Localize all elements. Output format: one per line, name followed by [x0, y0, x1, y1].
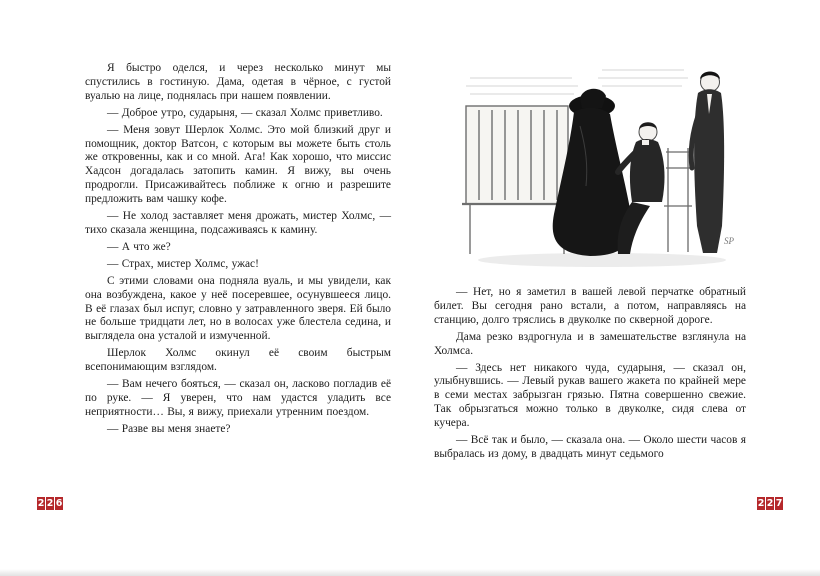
page-bottom-edge	[0, 569, 820, 576]
page-left-text	[85, 62, 391, 437]
paragraph: Дама резко вздрогнула и в замешательстве взглянула на Холмса.	[434, 330, 746, 357]
page-right-text	[434, 286, 746, 462]
paragraph: Шерлок Холмс окинул её своим быстрым всепонимающим взглядом.	[85, 347, 391, 374]
illustration-image	[452, 56, 744, 276]
chair	[664, 148, 692, 252]
paragraph: — Разве вы меня знаете?	[107, 422, 231, 435]
background-hatching	[466, 70, 688, 94]
illustration-signature: SP	[724, 236, 734, 246]
paragraph: — Всё так и было, — сказала она. — Около шести часов я выбралась из дому, в двадцать минут седьмого	[434, 434, 746, 460]
paragraph: Я быстро оделся, и через несколько минут мы спустились в гостиную. Дама, одетая в чёрное, с густой вуалью на лице, поднялась при нашем появлении.	[85, 62, 391, 102]
page-number-left: 2 2 6	[37, 498, 63, 509]
paragraph: — Страх, мистер Холмс, ужас!	[107, 257, 259, 270]
paragraph: — Нет, но я заметил в вашей левой перчатке обратный билет. Вы сегодня рано встали, а потом, направляясь на станцию, долго тряслись в двуколке по скверной дороге.	[434, 286, 746, 326]
paragraph: — Вам нечего бояться, — сказал он, ласково погладив её по руке. — Я уверен, что нам удастся уладить все неприятности… Вы, я вижу, приехали утренним поездом.	[85, 378, 391, 418]
paragraph: — А что же?	[107, 240, 171, 253]
illustration	[452, 56, 744, 276]
paragraph: — Доброе утро, сударыня, — сказал Холмс приветливо.	[107, 106, 383, 119]
watson-figure	[691, 72, 724, 254]
paragraph: С этими словами она подняла вуаль, и мы увидели, как она возбуждена, какое у неё посеревшее, осунувшееся лицо. В её глазах был испуг, словно у затравленного зверя. Ей было не больше тридцати лет, но в волосах уже блестела седина, и выглядела она усталой и измученной.	[85, 274, 391, 343]
paragraph: — Меня зовут Шерлок Холмс. Это мой близкий друг и помощник, доктор Ватсон, с которым вы можете быть столь же откровенны, как и со мной. Ага! Как хорошо, что миссис Хадсон догадалась затопить камин. Я вижу, вы очень продрогли. Присаживайтесь поближе к огню и разрешите предложить вам чашку кофе.	[85, 123, 391, 206]
page-number-right: 2 2 7	[757, 498, 783, 509]
paragraph: — Здесь нет никакого чуда, сударыня, — сказал он, улыбнувшись. — Левый рукав вашего жакета по крайней мере в семи местах забрызган грязью. Пятна совершенно свежие. Так обрызгаться можно только в двуколке, сидя слева от кучера.	[434, 361, 746, 430]
paragraph: — Не холод заставляет меня дрожать, мистер Холмс, — тихо сказала женщина, подсаживаясь к камину.	[85, 210, 391, 236]
